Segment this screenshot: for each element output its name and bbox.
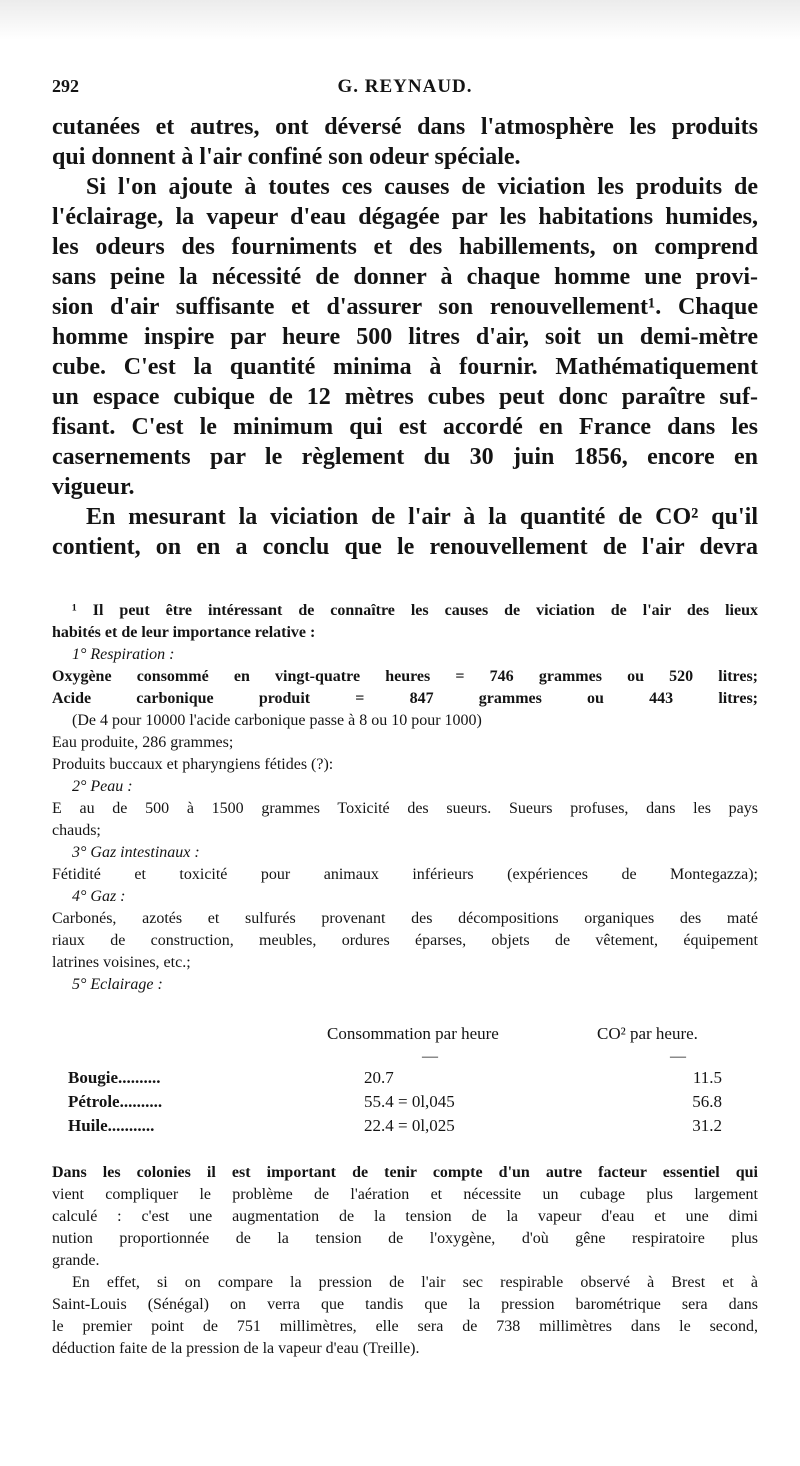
footnote-line: riaux de construction, meubles, ordures éparses, objets de vêtement, équipement bbox=[52, 932, 758, 949]
footnote-line: (De 4 pour 10000 l'acide carbonique passe à 8 ou 10 pour 1000) bbox=[72, 712, 482, 729]
table-header-co2: CO² par heure. bbox=[597, 1024, 698, 1043]
footnote-line: habités et de leur importance relative : bbox=[52, 624, 316, 641]
footnote-heading: 5° Eclairage : bbox=[72, 976, 163, 993]
footnote-line: Eau produite, 286 grammes; bbox=[52, 734, 234, 751]
table-cell-source: Pétrole.......... bbox=[68, 1092, 163, 1111]
footnote-line: grande. bbox=[52, 1252, 100, 1269]
text-line: casernements par le règlement du 30 juin 1856, encore en bbox=[52, 444, 758, 470]
table-row bbox=[52, 1092, 758, 1116]
footnote-line: ¹ Il peut être intéressant de connaître les causes de viciation de l'air des lieux bbox=[72, 602, 758, 619]
footnote-line: nution proportionnée de la tension de l'oxygène, d'où gêne respiratoire plus bbox=[52, 1230, 758, 1247]
footnote-continuation bbox=[52, 1162, 758, 1360]
table-cell-co2: 11.5 bbox=[692, 1068, 722, 1087]
text-line: qui donnent à l'air confiné son odeur spéciale. bbox=[52, 144, 521, 170]
footnote-line: E au de 500 à 1500 grammes Toxicité des sueurs. Sueurs profuses, dans les pays bbox=[52, 800, 758, 817]
text-line: vigueur. bbox=[52, 474, 135, 500]
footnote-line: calculé : c'est une augmentation de la tension de la vapeur d'eau et une dimi bbox=[52, 1208, 758, 1225]
text-line: l'éclairage, la vapeur d'eau dégagée par les habitations humides, bbox=[52, 204, 758, 230]
text-line: En mesurant la viciation de l'air à la quantité de CO² qu'il bbox=[86, 504, 758, 530]
table-cell-consumption: 22.4 = 0l,025 bbox=[364, 1116, 455, 1135]
main-text bbox=[52, 112, 758, 562]
footnote-heading: 3° Gaz intestinaux : bbox=[72, 844, 200, 861]
table-cell-co2: 56.8 bbox=[692, 1092, 722, 1111]
text-line: Si l'on ajoute à toutes ces causes de viciation les produits de bbox=[86, 174, 758, 200]
footnote bbox=[52, 600, 758, 996]
table-cell-consumption: 55.4 = 0l,045 bbox=[364, 1092, 455, 1111]
table-dash: — bbox=[670, 1048, 686, 1065]
footnote-heading: 1° Respiration : bbox=[72, 646, 175, 663]
footnote-line: Acide carbonique produit = 847 grammes ou 443 litres; bbox=[52, 690, 758, 707]
table-dash: — bbox=[422, 1048, 438, 1065]
text-line: les odeurs des fourniments et des habillements, on comprend bbox=[52, 234, 758, 260]
page-header bbox=[52, 76, 758, 104]
table-row bbox=[52, 1068, 758, 1092]
footnote-line: déduction faite de la pression de la vapeur d'eau (Treille). bbox=[52, 1340, 420, 1357]
footnote-line: En effet, si on compare la pression de l'air sec respirable observé à Brest et à bbox=[72, 1274, 758, 1291]
text-line: cutanées et autres, ont déversé dans l'atmosphère les produits bbox=[52, 114, 758, 140]
table-row bbox=[52, 1116, 758, 1140]
footnote-heading: 2° Peau : bbox=[72, 778, 133, 795]
footnote-line: Produits buccaux et pharyngiens fétides (?): bbox=[52, 756, 334, 773]
scan-bleed-through bbox=[0, 0, 800, 40]
footnote-line: Oxygène consommé en vingt-quatre heures = 746 grammes ou 520 litres; bbox=[52, 668, 758, 685]
text-line: fisant. C'est le minimum qui est accordé en France dans les bbox=[52, 414, 758, 440]
text-line: homme inspire par heure 500 litres d'air, soit un demi-mètre bbox=[52, 324, 758, 350]
footnote-line: vient compliquer le problème de l'aération et nécessite un cubage plus largement bbox=[52, 1186, 758, 1203]
footnote-heading: 4° Gaz : bbox=[72, 888, 126, 905]
page-number: 292 bbox=[52, 76, 79, 96]
footnote-line: Dans les colonies il est important de tenir compte d'un autre facteur essentiel qui bbox=[52, 1164, 758, 1181]
footnote-line: Carbonés, azotés et sulfurés provenant des décompositions organiques des maté bbox=[52, 910, 758, 927]
footnote-line: Saint-Louis (Sénégal) on verra que tandis que la pression barométrique sera dans bbox=[52, 1296, 758, 1313]
footnote-line: latrines voisines, etc.; bbox=[52, 954, 191, 971]
footnote-line: chauds; bbox=[52, 822, 101, 839]
text-line: un espace cubique de 12 mètres cubes peut donc paraître suf- bbox=[52, 384, 758, 410]
footnote-line: Fétidité et toxicité pour animaux inférieurs (expériences de Montegazza); bbox=[52, 866, 758, 883]
text-line: cube. C'est la quantité minima à fournir. Mathématiquement bbox=[52, 354, 758, 380]
table-header-consumption: Consommation par heure bbox=[327, 1024, 499, 1043]
table-cell-co2: 31.2 bbox=[692, 1116, 722, 1135]
running-head: G. REYNAUD. bbox=[337, 76, 473, 97]
table-cell-source: Huile........... bbox=[68, 1116, 155, 1135]
text-line: contient, on en a conclu que le renouvellement de l'air devra bbox=[52, 534, 758, 560]
footnote-line: le premier point de 751 millimètres, elle sera de 738 millimètres dans le second, bbox=[52, 1318, 758, 1335]
text-line: sans peine la nécessité de donner à chaque homme une provi- bbox=[52, 264, 758, 290]
table-cell-consumption: 20.7 bbox=[364, 1068, 394, 1087]
text-line: sion d'air suffisante et d'assurer son renouvellement¹. Chaque bbox=[52, 294, 758, 320]
table-cell-source: Bougie.......... bbox=[68, 1068, 161, 1087]
